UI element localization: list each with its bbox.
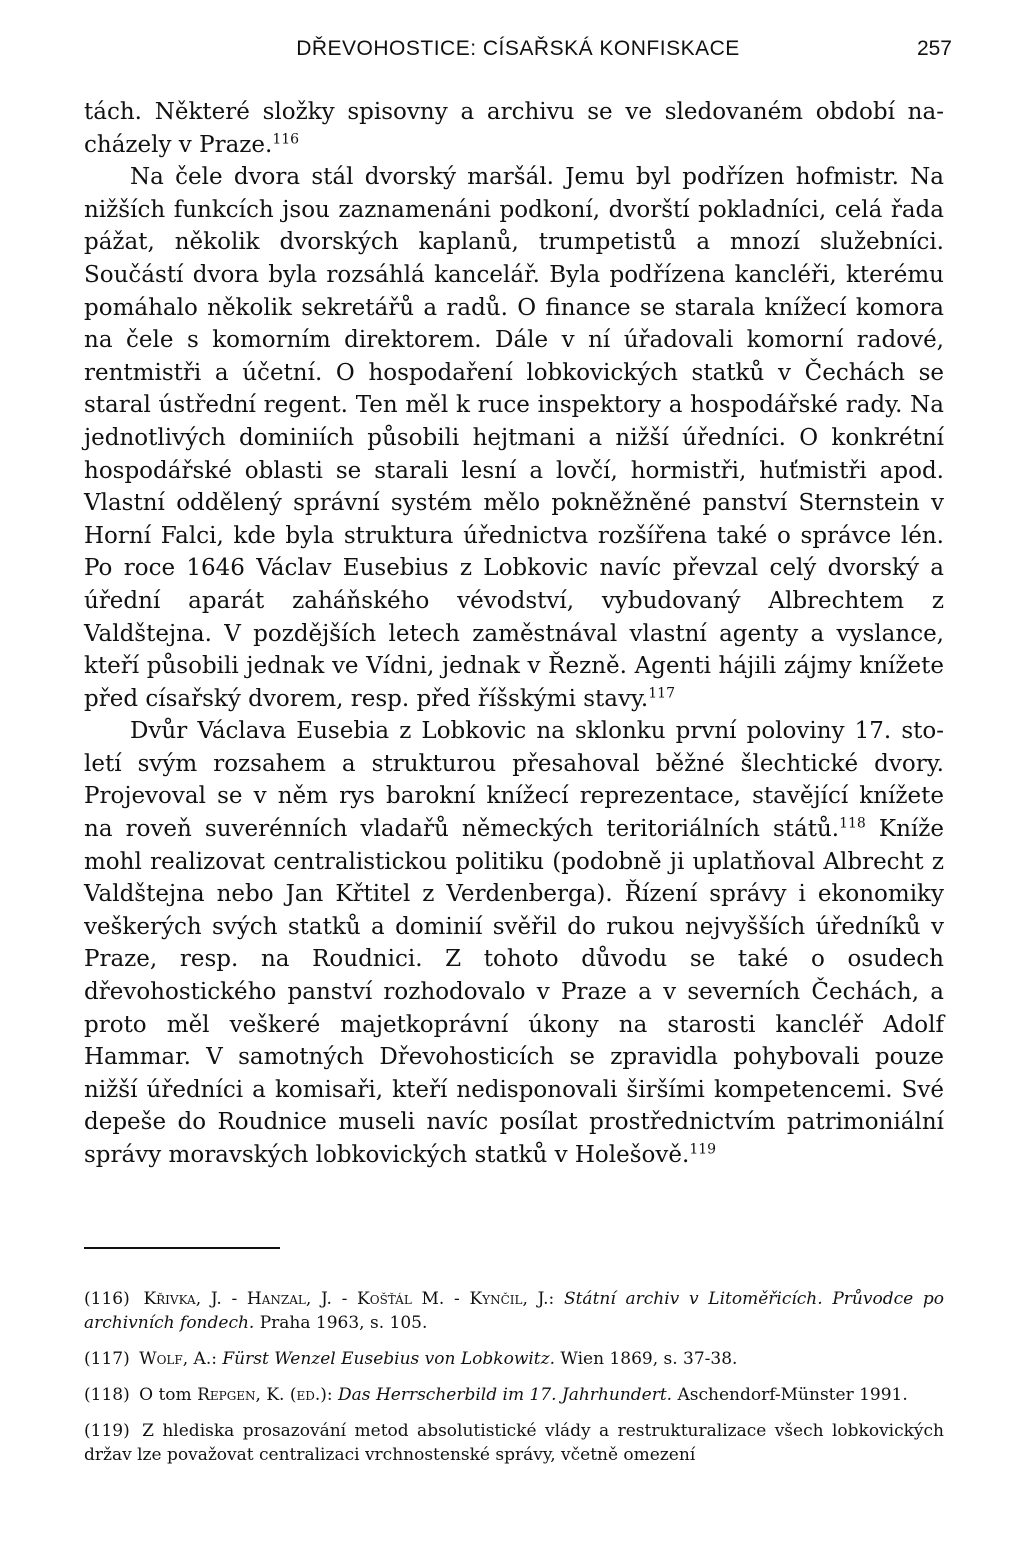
footnote-authors: Repgen, K. (ed.): bbox=[197, 1385, 333, 1405]
footnote-number: (117) bbox=[84, 1349, 130, 1369]
footnote-ref-119: 119 bbox=[689, 1141, 717, 1158]
footnote-ref-116: 116 bbox=[272, 130, 300, 147]
page-number: 257 bbox=[916, 37, 952, 60]
footnote-117 bbox=[84, 1347, 944, 1371]
footnote-lead: O tom bbox=[139, 1385, 192, 1405]
paragraph-text: Dvůr Václava Eusebia z Lobkovic na sklonku první poloviny 17. století svým rozsahem a strukturou přesahoval běžné šlechtické dvory. Projevoval se v něm rys barokní knížecí reprezentace, stavějící knížete na roveň suverénních vladařů německých teritoriálních států. bbox=[84, 718, 944, 843]
footnote-authors: Křivka, J. - Hanzal, J. - Košťál M. - Kynčil, J.: bbox=[143, 1289, 555, 1309]
main-text bbox=[84, 96, 944, 1172]
footnote-text: Z hlediska prosazování metod absolutistické vlády a restrukturalizace všech lobkovických držav lze považovat centralizaci vrchnostenské správy, včetně omezení bbox=[84, 1421, 945, 1465]
footnote-119 bbox=[84, 1419, 944, 1467]
footnote-number: (118) bbox=[84, 1385, 130, 1405]
footnote-title: Státní archiv v Litoměřicích. Průvodce po archivních fondech. bbox=[84, 1289, 945, 1333]
paragraph-text: tách. Některé složky spisovny a archivu se ve sledovaném období nacházely v Praze. bbox=[84, 99, 944, 158]
paragraph-text: Kníže mohl realizovat centralistickou politiku (podobně ji uplatňoval Albrecht z Valdštejna nebo Jan Křtitel z Verdenberga). Řízení správy i ekonomiky veškerých svých statků a dominií svěřil do rukou nejvyšších úředníků v Praze, resp. na Roudnici. Z tohoto důvodu se také o osudech dřevohostického panství rozhodovalo v Praze a v severních Čechách, a proto měl veškeré majetkoprávní úkony na starosti kancléř Adolf Hammar. V samotných Dřevohosticích se zpravidla pohybovali pouze nižší úředníci a komisaři, kteří nedisponovali širšími kompetencemi. Své depeše do Roudnice museli navíc posílat prostřednictvím patrimoniální správy moravských lobkovických statků v Holešově. bbox=[84, 816, 944, 1168]
footnote-imprint: Praha 1963, s. 105. bbox=[259, 1313, 428, 1333]
paragraph-2 bbox=[84, 161, 944, 715]
footnote-ref-117: 117 bbox=[648, 685, 675, 702]
footnote-116 bbox=[84, 1287, 944, 1335]
footnote-title: Das Herrscherbild im 17. Jahrhundert. bbox=[338, 1385, 673, 1405]
running-title: DŘEVOHOSTICE: CÍSAŘSKÁ KONFISKACE bbox=[296, 37, 740, 60]
paragraph-1 bbox=[84, 96, 944, 161]
paragraph-3 bbox=[84, 715, 944, 1171]
footnote-separator bbox=[84, 1247, 280, 1249]
footnote-number: (119) bbox=[84, 1421, 130, 1441]
footnote-title: Fürst Wenzel Eusebius von Lobkowitz. bbox=[222, 1349, 555, 1369]
paragraph-text: Na čele dvora stál dvorský maršál. Jemu byl podřízen hofmistr. Na nižších funkcích jsou zaznamenáni podkoní, dvorští pokladníci, celá řada pážat, několik dvorských kaplanů, trumpetistů a mnozí služebníci. Součástí dvora byla rozsáhlá kancelář. Byla podřízena kancléři, kterému pomáhalo několik sekretářů a radů. O finance se starala knížecí komora na čele s komorním direktorem. Dále v ní úřadovali komorní radové, rentmistři a účetní. O hospodaření lobkovických statků v Čechách se staral ústřední regent. Ten měl k ruce inspektory a hospodářské rady. Na jednotlivých dominiích působili hejtmani a nižší úředníci. O konkrétní hospodářské oblasti se starali lesní a lovčí, hormistři, huťmistři apod. Vlastní oddělený správní systém mělo pokněžněné panství Sternstein v Horní Falci, kde byla struktura úřednictva rozšířena také o správce lén. Po roce 1646 Václav Eusebius z Lobkovic navíc převzal celý dvorský a úřední aparát zaháňského vévodství, vybudovaný Albrechtem z Valdštejna. V pozdějších letech zaměstnával vlastní agenty a vyslance, kteří působili jednak ve Vídni, jednak v Řezně. Agenti hájili zájmy knížete před císařský dvorem, resp. před říšskými stavy. bbox=[84, 164, 944, 712]
footnote-ref-118: 118 bbox=[839, 815, 866, 832]
footnote-imprint: Aschendorf-Münster 1991. bbox=[677, 1385, 908, 1405]
footnote-authors: Wolf, A.: bbox=[139, 1349, 217, 1369]
footnotes bbox=[84, 1287, 944, 1479]
footnote-118 bbox=[84, 1383, 944, 1407]
footnote-number: (116) bbox=[84, 1289, 130, 1309]
footnote-imprint: Wien 1869, s. 37-38. bbox=[560, 1349, 738, 1369]
page-header bbox=[84, 34, 952, 64]
